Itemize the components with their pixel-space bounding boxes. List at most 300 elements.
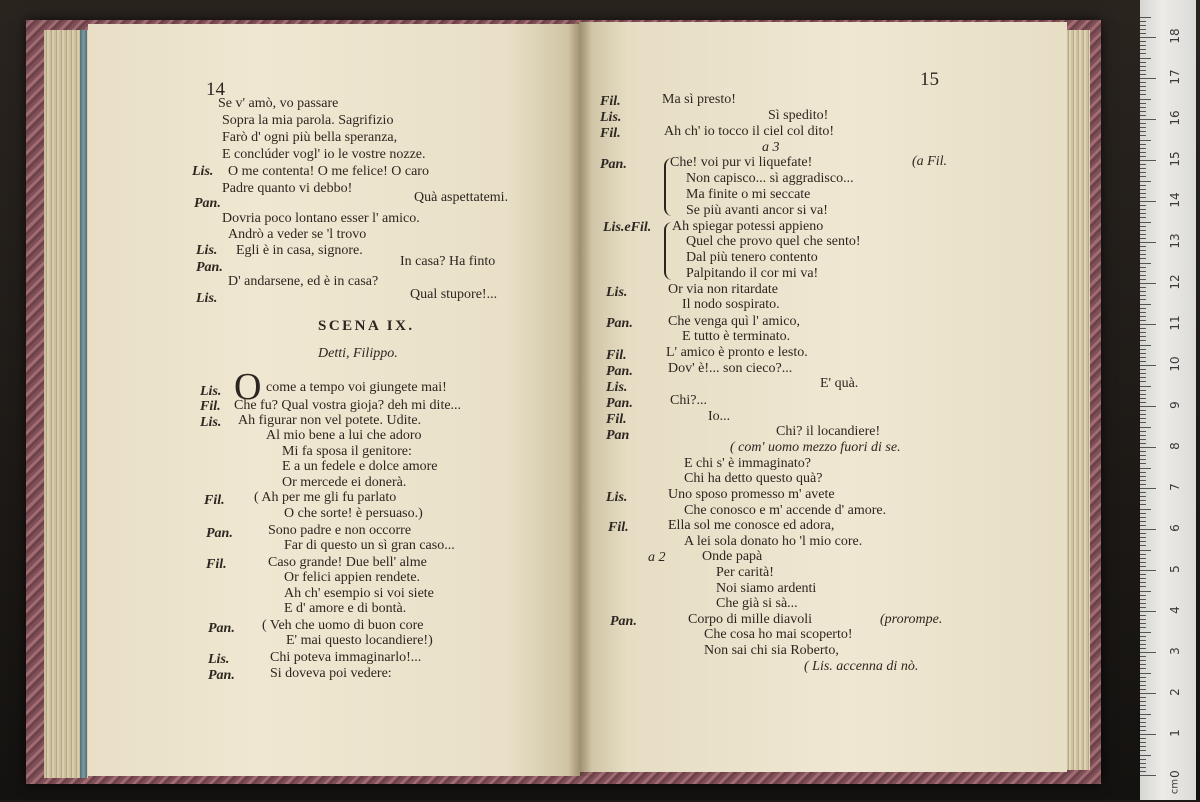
verse-line: Che venga quì l' amico, bbox=[668, 314, 800, 329]
speaker-label: Pan. bbox=[206, 526, 233, 541]
ruler-tick bbox=[1140, 152, 1146, 153]
ruler-tick bbox=[1140, 738, 1146, 739]
page-edges-right bbox=[1066, 30, 1090, 770]
ruler-tick bbox=[1140, 697, 1146, 698]
verse-line: Quel che provo quel che sento! bbox=[686, 234, 861, 249]
ruler-number: 13 bbox=[1168, 233, 1182, 249]
ruler-tick bbox=[1140, 705, 1146, 706]
ruler-tick bbox=[1140, 332, 1146, 333]
ruler-tick bbox=[1140, 291, 1146, 292]
verse-line: Caso grande! Due bell' alme bbox=[268, 555, 427, 570]
ruler-tick bbox=[1140, 435, 1146, 436]
book-gutter bbox=[568, 22, 592, 776]
ruler-tick bbox=[1140, 689, 1146, 690]
ruler-tick bbox=[1140, 755, 1151, 756]
ruler-number: 2 bbox=[1168, 688, 1182, 696]
ruler-tick bbox=[1140, 41, 1146, 42]
ruler-tick bbox=[1140, 377, 1146, 378]
ruler-tick bbox=[1140, 263, 1151, 264]
verse-line: E conclúder vogl' io le vostre nozze. bbox=[222, 147, 426, 162]
ruler-tick bbox=[1140, 468, 1151, 469]
stage-direction: (a Fil. bbox=[912, 154, 947, 169]
ruler-tick bbox=[1140, 459, 1146, 460]
ruler-tick bbox=[1140, 730, 1146, 731]
ruler-tick bbox=[1140, 369, 1146, 370]
verse-line: Andrò a veder se 'l trovo bbox=[228, 227, 367, 242]
ensemble-marker: a 2 bbox=[648, 550, 666, 565]
stage-direction: (prorompe. bbox=[880, 612, 943, 627]
ruler-tick bbox=[1140, 742, 1146, 743]
speaker-label: Lis. bbox=[208, 652, 230, 667]
verse-line: Ma finite o mi seccate bbox=[686, 187, 811, 202]
ruler-tick bbox=[1140, 414, 1146, 415]
page-number: 15 bbox=[920, 69, 939, 90]
ruler-tick bbox=[1140, 353, 1146, 354]
ruler-tick bbox=[1140, 484, 1146, 485]
verse-line: Uno sposo promesso m' avete bbox=[668, 487, 835, 502]
verse-line: E d' amore e di bontà. bbox=[284, 601, 407, 616]
verse-line: Ma sì presto! bbox=[662, 92, 736, 107]
ruler-tick bbox=[1140, 570, 1156, 571]
ruler-tick bbox=[1140, 49, 1146, 50]
ruler-tick bbox=[1140, 734, 1156, 735]
ruler-number: 3 bbox=[1168, 647, 1182, 655]
verse-line: Si doveva poi vedere: bbox=[270, 666, 392, 681]
ruler-tick bbox=[1140, 615, 1146, 616]
ruler-tick bbox=[1140, 664, 1146, 665]
ruler-tick bbox=[1140, 226, 1146, 227]
ruler-tick bbox=[1140, 340, 1146, 341]
ruler-tick bbox=[1140, 582, 1146, 583]
ruler-tick bbox=[1140, 673, 1151, 674]
verse-line: Quà aspettatemi. bbox=[414, 190, 509, 205]
ruler-tick bbox=[1140, 652, 1156, 653]
ruler-number: 18 bbox=[1168, 28, 1182, 44]
ruler-tick bbox=[1140, 750, 1146, 751]
ruler-number: 1 bbox=[1168, 729, 1182, 737]
ruler-tick bbox=[1140, 668, 1146, 669]
spine-strip bbox=[80, 30, 87, 778]
speaker-label: Pan. bbox=[194, 196, 221, 211]
verse-line: Or via non ritardate bbox=[668, 282, 779, 297]
ruler-tick bbox=[1140, 279, 1146, 280]
ruler-tick bbox=[1140, 123, 1146, 124]
ruler-tick bbox=[1140, 86, 1146, 87]
ruler-tick bbox=[1140, 275, 1146, 276]
ruler-tick bbox=[1140, 443, 1146, 444]
verse-line: Se più avanti ancor si va! bbox=[686, 203, 828, 218]
verse-line: E' mai questo locandiere!) bbox=[286, 633, 433, 648]
ruler-tick bbox=[1140, 172, 1146, 173]
ruler-tick bbox=[1140, 619, 1146, 620]
ruler-tick bbox=[1140, 402, 1146, 403]
ruler-number: 8 bbox=[1168, 442, 1182, 450]
ruler-tick bbox=[1140, 381, 1146, 382]
verse-line: Per carità! bbox=[716, 565, 774, 580]
ruler-tick bbox=[1140, 230, 1146, 231]
ruler-tick bbox=[1140, 746, 1146, 747]
speaker-label: Fil. bbox=[600, 94, 621, 109]
verse-line: Chi poteva immaginarlo!... bbox=[270, 650, 422, 665]
ruler-number: 0 bbox=[1168, 770, 1182, 778]
ruler-tick bbox=[1140, 406, 1156, 407]
ruler-tick bbox=[1140, 361, 1146, 362]
ruler-tick bbox=[1140, 521, 1146, 522]
ruler-tick bbox=[1140, 287, 1146, 288]
ruler-tick bbox=[1140, 517, 1146, 518]
ruler-tick bbox=[1140, 545, 1146, 546]
speaker-label: Fil. bbox=[606, 348, 627, 363]
ruler-tick bbox=[1140, 213, 1146, 214]
ruler-tick bbox=[1140, 312, 1146, 313]
ruler-tick bbox=[1140, 308, 1146, 309]
ruler-tick bbox=[1140, 439, 1146, 440]
ruler-tick bbox=[1140, 718, 1146, 719]
ruler-tick bbox=[1140, 107, 1146, 108]
ruler-number: 6 bbox=[1168, 524, 1182, 532]
ruler-unit-label: cm bbox=[1169, 778, 1181, 795]
ruler-tick bbox=[1140, 185, 1146, 186]
ruler-tick bbox=[1140, 627, 1146, 628]
ruler-tick bbox=[1140, 660, 1146, 661]
ruler-tick bbox=[1140, 714, 1151, 715]
ruler-tick bbox=[1140, 115, 1146, 116]
verse-line: O che sorte! è persuaso.) bbox=[284, 506, 423, 521]
ruler-tick bbox=[1140, 496, 1146, 497]
verse-line: Il nodo sospirato. bbox=[682, 297, 780, 312]
ruler-tick bbox=[1140, 148, 1146, 149]
ruler-number: 9 bbox=[1168, 401, 1182, 409]
ruler-number: 12 bbox=[1168, 274, 1182, 290]
ruler-tick bbox=[1140, 529, 1156, 530]
ruler-tick bbox=[1140, 135, 1146, 136]
ruler-tick bbox=[1140, 193, 1146, 194]
brace bbox=[664, 222, 672, 280]
speaker-label: Fil. bbox=[200, 399, 221, 414]
ruler-tick bbox=[1140, 693, 1156, 694]
ruler-tick bbox=[1140, 25, 1146, 26]
ruler-tick bbox=[1140, 525, 1146, 526]
ruler-tick bbox=[1140, 295, 1146, 296]
verse-line: D' andarsene, ed è in casa? bbox=[228, 274, 379, 289]
verse-line: Che già si sà... bbox=[716, 596, 798, 611]
verse-line: Ella sol me conosce ed adora, bbox=[668, 518, 835, 533]
ruler-tick bbox=[1140, 53, 1146, 54]
ruler-tick bbox=[1140, 476, 1146, 477]
ruler-tick bbox=[1140, 386, 1151, 387]
verse-line: Egli è in casa, signore. bbox=[236, 243, 363, 258]
ruler-tick bbox=[1140, 324, 1156, 325]
ruler-tick bbox=[1140, 591, 1151, 592]
ruler-tick bbox=[1140, 513, 1146, 514]
ruler-tick bbox=[1140, 726, 1146, 727]
ruler-tick bbox=[1140, 209, 1146, 210]
ruler-tick bbox=[1140, 304, 1151, 305]
verse-line: Ah ch' esempio si voi siete bbox=[284, 586, 434, 601]
ruler-tick bbox=[1140, 537, 1146, 538]
ruler-tick bbox=[1140, 463, 1146, 464]
ruler-tick bbox=[1140, 722, 1146, 723]
ruler-tick bbox=[1140, 701, 1146, 702]
ruler-number: 14 bbox=[1168, 192, 1182, 208]
ruler-tick bbox=[1140, 533, 1146, 534]
ruler-tick bbox=[1140, 775, 1156, 776]
verse-line: Palpitando il cor mi va! bbox=[686, 266, 819, 281]
ruler-tick bbox=[1140, 410, 1146, 411]
speaker-label: Fil. bbox=[606, 412, 627, 427]
ruler-tick bbox=[1140, 566, 1146, 567]
ruler-tick bbox=[1140, 90, 1146, 91]
ruler-tick bbox=[1140, 33, 1146, 34]
ruler-tick bbox=[1140, 398, 1146, 399]
verse-line: Ah ch' io tocco il ciel col dito! bbox=[664, 124, 835, 139]
ruler-tick bbox=[1140, 74, 1146, 75]
measuring-ruler bbox=[1140, 0, 1196, 800]
speaker-label: Lis. bbox=[192, 164, 214, 179]
ruler-tick bbox=[1140, 345, 1151, 346]
ruler-tick bbox=[1140, 246, 1146, 247]
verse-line: Che cosa ho mai scoperto! bbox=[704, 627, 853, 642]
ruler-tick bbox=[1140, 320, 1146, 321]
ruler-tick bbox=[1140, 365, 1156, 366]
ruler-tick bbox=[1140, 17, 1151, 18]
verse-line: Noi siamo ardenti bbox=[716, 581, 817, 596]
ruler-tick bbox=[1140, 595, 1146, 596]
ruler-tick bbox=[1140, 94, 1146, 95]
ruler-tick bbox=[1140, 254, 1146, 255]
ruler-tick bbox=[1140, 189, 1146, 190]
ruler-tick bbox=[1140, 451, 1146, 452]
ruler-tick bbox=[1140, 685, 1146, 686]
ruler-tick bbox=[1140, 197, 1146, 198]
ruler-tick bbox=[1140, 160, 1156, 161]
speaker-label: Pan. bbox=[208, 621, 235, 636]
verse-line: Sopra la mia parola. Sagrifizio bbox=[222, 113, 394, 128]
speaker-label: Pan. bbox=[208, 668, 235, 683]
speaker-label: Pan bbox=[606, 428, 630, 443]
ruler-tick bbox=[1140, 37, 1156, 38]
verse-line: Che! voi pur vi liquefate! bbox=[670, 155, 813, 170]
ruler-tick bbox=[1140, 336, 1146, 337]
ruler-tick bbox=[1140, 328, 1146, 329]
speaker-label: Lis. bbox=[200, 384, 222, 399]
ruler-tick bbox=[1140, 636, 1146, 637]
verse-line: A lei sola donato ho 'l mio core. bbox=[684, 534, 863, 549]
verse-line: E' quà. bbox=[820, 376, 859, 391]
verse-line: In casa? Ha finto bbox=[400, 254, 496, 269]
ruler-tick bbox=[1140, 238, 1146, 239]
ruler-tick bbox=[1140, 550, 1151, 551]
ruler-tick bbox=[1140, 140, 1151, 141]
speaker-label: Lis. bbox=[196, 291, 218, 306]
ruler-tick bbox=[1140, 201, 1156, 202]
ruler-tick bbox=[1140, 632, 1151, 633]
ruler-tick bbox=[1140, 156, 1146, 157]
verse-line: Qual stupore!... bbox=[410, 287, 498, 302]
drop-cap: O bbox=[234, 366, 262, 408]
verse-line: Far di questo un sì gran caso... bbox=[284, 538, 455, 553]
ruler-tick bbox=[1140, 455, 1146, 456]
verse-line: Non capisco... sì aggradisco... bbox=[686, 171, 854, 186]
ruler-tick bbox=[1140, 558, 1146, 559]
verse-line: Dal più tenero contento bbox=[686, 250, 818, 265]
stage-direction: ( Lis. accenna di nò. bbox=[804, 659, 919, 674]
verse-line: Io... bbox=[708, 409, 731, 424]
ruler-tick bbox=[1140, 250, 1146, 251]
ruler-tick bbox=[1140, 222, 1151, 223]
speaker-label: Fil. bbox=[206, 557, 227, 572]
ruler-tick bbox=[1140, 66, 1146, 67]
speaker-label: Lis. bbox=[200, 415, 222, 430]
ruler-number: 17 bbox=[1168, 69, 1182, 85]
ruler-tick bbox=[1140, 623, 1146, 624]
verse-line: ( Ah per me gli fu parlato bbox=[254, 490, 397, 505]
ruler-tick bbox=[1140, 82, 1146, 83]
ruler-number: 16 bbox=[1168, 110, 1182, 126]
ruler-number: 11 bbox=[1168, 315, 1182, 331]
verse-line: Dov' è!... son cieco?... bbox=[668, 361, 793, 376]
ruler-tick bbox=[1140, 164, 1146, 165]
ruler-tick bbox=[1140, 131, 1146, 132]
verse-line: Farò d' ogni più bella speranza, bbox=[222, 130, 398, 145]
verse-line: Se v' amò, vo passare bbox=[218, 96, 339, 111]
ruler-tick bbox=[1140, 316, 1146, 317]
speaker-label: Lis. bbox=[606, 490, 628, 505]
ruler-tick bbox=[1140, 62, 1146, 63]
ruler-tick bbox=[1140, 480, 1146, 481]
ruler-tick bbox=[1140, 578, 1146, 579]
verse-line: Dovria poco lontano esser l' amico. bbox=[222, 211, 420, 226]
verse-line: Or felici appien rendete. bbox=[284, 570, 421, 585]
ruler-tick bbox=[1140, 21, 1146, 22]
verse-line: ( Veh che uomo di buon core bbox=[262, 618, 424, 633]
speaker-label: Pan. bbox=[600, 157, 627, 172]
verse-line: Padre quanto vi debbo! bbox=[222, 181, 353, 196]
ruler-tick bbox=[1140, 431, 1146, 432]
ruler-tick bbox=[1140, 267, 1146, 268]
speaker-label: Pan. bbox=[196, 260, 223, 275]
ruler-tick bbox=[1140, 168, 1146, 169]
ruler-tick bbox=[1140, 611, 1156, 612]
speaker-label: Pan. bbox=[606, 316, 633, 331]
speaker-label: Lis. bbox=[606, 285, 628, 300]
ruler-tick bbox=[1140, 258, 1146, 259]
ruler-tick bbox=[1140, 373, 1146, 374]
ruler-tick bbox=[1140, 127, 1146, 128]
ruler-tick bbox=[1140, 574, 1146, 575]
verse-line: Che conosco e m' accende d' amore. bbox=[684, 503, 887, 518]
ruler-tick bbox=[1140, 603, 1146, 604]
verse-line: L' amico è pronto e lesto. bbox=[666, 345, 808, 360]
ruler-number: 7 bbox=[1168, 483, 1182, 491]
ruler-tick bbox=[1140, 541, 1146, 542]
ruler-tick bbox=[1140, 709, 1146, 710]
ruler-tick bbox=[1140, 500, 1146, 501]
ruler-tick bbox=[1140, 58, 1151, 59]
ruler-tick bbox=[1140, 427, 1151, 428]
stage-direction: ( com' uomo mezzo fuori di se. bbox=[730, 440, 901, 455]
ruler-tick bbox=[1140, 771, 1146, 772]
ruler-tick bbox=[1140, 205, 1146, 206]
speaker-label: Pan. bbox=[610, 614, 637, 629]
verse-line: O me contenta! O me felice! O caro bbox=[228, 164, 429, 179]
ruler-number: 10 bbox=[1168, 356, 1182, 372]
ruler-tick bbox=[1140, 349, 1146, 350]
ruler-tick bbox=[1140, 418, 1146, 419]
ruler-tick bbox=[1140, 181, 1151, 182]
ruler-tick bbox=[1140, 763, 1146, 764]
ruler-tick bbox=[1140, 759, 1146, 760]
ruler-number: 15 bbox=[1168, 151, 1182, 167]
ruler-tick bbox=[1140, 607, 1146, 608]
ruler-tick bbox=[1140, 447, 1156, 448]
ruler-number: 5 bbox=[1168, 565, 1182, 573]
speaker-label: Lis. bbox=[606, 380, 628, 395]
ruler-tick bbox=[1140, 234, 1146, 235]
ruler-tick bbox=[1140, 144, 1146, 145]
ruler-tick bbox=[1140, 242, 1156, 243]
ruler-tick bbox=[1140, 599, 1146, 600]
ruler-tick bbox=[1140, 640, 1146, 641]
verse-line: Sono padre e non occorre bbox=[268, 523, 412, 538]
ruler-tick bbox=[1140, 299, 1146, 300]
speaker-label: Pan. bbox=[606, 396, 633, 411]
ruler-tick bbox=[1140, 488, 1156, 489]
verse-line: Chi ha detto questo quà? bbox=[684, 471, 823, 486]
ruler-tick bbox=[1140, 767, 1146, 768]
ruler-tick bbox=[1140, 29, 1146, 30]
scene-heading: SCENA IX. bbox=[318, 318, 415, 334]
ruler-tick bbox=[1140, 504, 1146, 505]
ruler-tick bbox=[1140, 656, 1146, 657]
ruler-number: 4 bbox=[1168, 606, 1182, 614]
ruler-tick bbox=[1140, 681, 1146, 682]
speaker-label: Pan. bbox=[606, 364, 633, 379]
ensemble-marker: a 3 bbox=[762, 140, 780, 155]
ruler-tick bbox=[1140, 492, 1146, 493]
ruler-tick bbox=[1140, 271, 1146, 272]
ruler-tick bbox=[1140, 644, 1146, 645]
ruler-tick bbox=[1140, 586, 1146, 587]
verse-line: Ah spiegar potessi appieno bbox=[672, 219, 824, 234]
scene-characters: Detti, Filippo. bbox=[318, 346, 398, 361]
ruler-tick bbox=[1140, 394, 1146, 395]
verse-line: Corpo di mille diavoli bbox=[688, 612, 813, 627]
speaker-label: Lis. bbox=[600, 110, 622, 125]
ruler-tick bbox=[1140, 562, 1146, 563]
verse-line: Chi?... bbox=[670, 393, 707, 408]
speaker-label: Fil. bbox=[204, 493, 225, 508]
ruler-tick bbox=[1140, 217, 1146, 218]
ruler-tick bbox=[1140, 357, 1146, 358]
verse-line: Sì spedito! bbox=[768, 108, 829, 123]
speaker-label: Lis. bbox=[196, 243, 218, 258]
verse-line: Chi? il locandiere! bbox=[776, 424, 881, 439]
verse-line: Che fu? Qual vostra gioja? deh mi dite... bbox=[234, 398, 462, 413]
ruler-tick bbox=[1140, 45, 1146, 46]
ruler-tick bbox=[1140, 390, 1146, 391]
ruler-tick bbox=[1140, 99, 1151, 100]
ruler-tick bbox=[1140, 78, 1156, 79]
ruler-tick bbox=[1140, 119, 1156, 120]
ruler-tick bbox=[1140, 176, 1146, 177]
ruler-tick bbox=[1140, 472, 1146, 473]
ruler-tick bbox=[1140, 648, 1146, 649]
speaker-label: Fil. bbox=[600, 126, 621, 141]
ruler-tick bbox=[1140, 554, 1146, 555]
ruler-tick bbox=[1140, 70, 1146, 71]
page-number: 14 bbox=[206, 79, 225, 100]
